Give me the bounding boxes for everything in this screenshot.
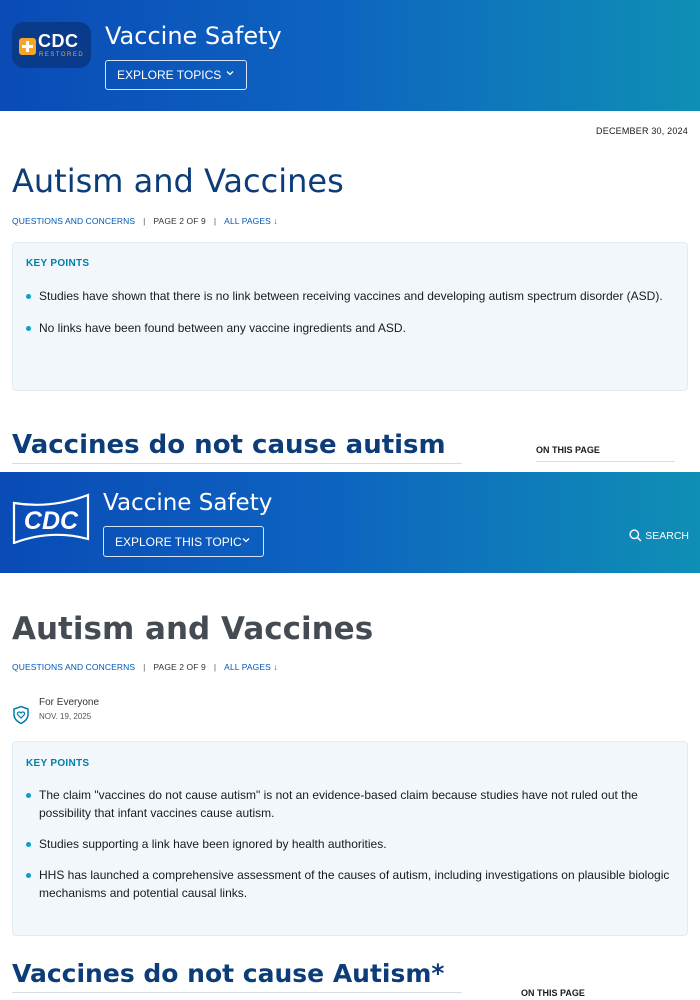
- key-point-item: HHS has launched a comprehensive assessment of the causes of autism, including investigations on plausible biologic mechanisms and potential causal links.: [26, 866, 676, 902]
- all-pages-link[interactable]: ALL PAGES ↓: [224, 662, 278, 672]
- breadcrumb-section-link[interactable]: QUESTIONS AND CONCERNS: [12, 662, 136, 672]
- explore-this-topic-button[interactable]: [103, 526, 264, 557]
- chevron-down-icon: [241, 535, 251, 548]
- page-date: DECEMBER 30, 2024: [596, 126, 688, 136]
- shield-heart-icon: [12, 705, 30, 730]
- logo-text: CDC: [23, 507, 79, 535]
- all-pages-link[interactable]: ALL PAGES ↓: [224, 216, 278, 226]
- breadcrumb-separator: |: [213, 216, 217, 226]
- on-this-page-divider: [536, 461, 675, 462]
- breadcrumb-separator: |: [143, 216, 146, 226]
- site-title[interactable]: Vaccine Safety: [105, 22, 282, 50]
- section-heading: Vaccines do not cause Autism*: [12, 959, 445, 988]
- key-points-heading: KEY POINTS: [26, 758, 90, 769]
- breadcrumb-separator: |: [213, 662, 217, 672]
- breadcrumb: [12, 662, 278, 672]
- logo-subtext: RESTORED: [39, 52, 85, 58]
- key-point-item: Studies have shown that there is no link between receiving vaccines and developing autism spectrum disorder (ASD).: [26, 287, 676, 305]
- cdc-logo[interactable]: [11, 493, 90, 544]
- key-point-item: The claim "vaccines do not cause autism" is not an evidence-based claim because studies have not ruled out the possibility that infant vaccines cause autism.: [26, 786, 676, 822]
- explore-topics-button[interactable]: [105, 60, 247, 90]
- breadcrumb-separator: |: [143, 662, 146, 672]
- explore-this-topic-label: EXPLORE THIS TOPIC: [115, 534, 242, 549]
- logo-text: CDC: [38, 31, 79, 51]
- key-point-item: Studies supporting a link have been ignored by health authorities.: [26, 835, 676, 853]
- key-points-box: [12, 242, 688, 391]
- section-heading: Vaccines do not cause autism: [12, 430, 446, 460]
- explore-topics-label: EXPLORE TOPICS: [117, 68, 222, 82]
- chevron-down-icon: [225, 68, 235, 81]
- search-button[interactable]: [629, 529, 689, 542]
- search-label: SEARCH: [645, 529, 689, 542]
- breadcrumb-page-indicator: PAGE 2 OF 9: [153, 662, 206, 672]
- on-this-page-label: ON THIS PAGE: [521, 988, 585, 998]
- key-points-box: [12, 741, 688, 936]
- breadcrumb-section-link[interactable]: QUESTIONS AND CONCERNS: [12, 216, 136, 226]
- section-divider: [12, 463, 462, 464]
- search-icon: [629, 529, 642, 542]
- audience-label: For Everyone: [39, 697, 100, 708]
- audience-date: NOV. 19, 2025: [39, 712, 92, 721]
- key-points-heading: KEY POINTS: [26, 258, 90, 269]
- on-this-page-label: ON THIS PAGE: [536, 445, 600, 455]
- key-point-item: No links have been found between any vaccine ingredients and ASD.: [26, 319, 676, 337]
- current-site-header: [0, 472, 700, 573]
- breadcrumb-page-indicator: PAGE 2 OF 9: [153, 216, 206, 226]
- section-divider: [12, 992, 462, 993]
- site-title[interactable]: Vaccine Safety: [103, 490, 273, 516]
- cdc-restored-logo[interactable]: [12, 22, 91, 68]
- breadcrumb: [12, 216, 278, 226]
- page-title: Autism and Vaccines: [12, 611, 374, 647]
- plus-icon: [19, 38, 36, 55]
- page-title: Autism and Vaccines: [12, 162, 344, 200]
- key-points-list: [26, 786, 676, 915]
- key-points-list: [26, 287, 676, 351]
- restored-site-header: [0, 0, 700, 111]
